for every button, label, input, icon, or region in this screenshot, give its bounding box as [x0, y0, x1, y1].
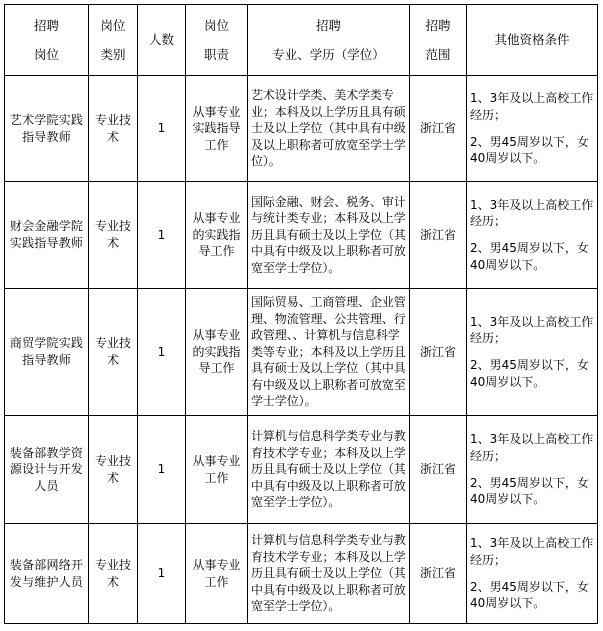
- header-stack: [189, 17, 244, 63]
- cell-post: 财会金融学院实践指导教师: [5, 182, 89, 289]
- cell-scope: 浙江省: [410, 289, 467, 416]
- column-header-duty: [186, 5, 248, 76]
- header-stack: [251, 17, 406, 63]
- cell-count: 1: [138, 289, 186, 416]
- cell-duty: 从事专业的实践指导工作: [186, 289, 248, 416]
- other-qualification-item-2: 2、男45周岁以下，女40周岁以下。: [470, 134, 589, 166]
- column-header-scope: [410, 5, 467, 76]
- paragraph-gap: [470, 347, 594, 357]
- cell-major: 国际金融、财会、税务、审计与统计类专业；本科及以上学历且具有硕士及以上学位（其中具有中级及以上职称者可放宽至学士学位）。: [248, 182, 410, 289]
- header-line-1: 其他资格条件: [494, 32, 570, 48]
- cell-post: 装备部网络开发与维护人员: [5, 524, 89, 624]
- paragraph-gap: [470, 569, 594, 579]
- column-header-post: [5, 5, 89, 76]
- cell-category: 专业技术: [89, 289, 138, 416]
- cell-category: 专业技术: [89, 416, 138, 524]
- cell-major: 计算机与信息科学类专业与教育技术学专业；本科及以上学历且具有硕士及以上学位（其中具有中级及以上职称者可放宽至学士学位）。: [248, 524, 410, 624]
- cell-other-qualifications: [467, 524, 598, 624]
- header-line-1: 招聘: [33, 18, 59, 34]
- other-qualification-item-1: 1、3年及以上高校工作经历；: [470, 536, 594, 567]
- table-row: [5, 182, 598, 289]
- paragraph-gap: [470, 465, 594, 475]
- cell-post: 艺术学院实践指导教师: [5, 76, 89, 182]
- cell-category: 专业技术: [89, 524, 138, 624]
- cell-duty: 从事专业的实践指导工作: [186, 182, 248, 289]
- cell-post: 装备部教学资源设计与开发人员: [5, 416, 89, 524]
- header-line-2: 职责: [203, 46, 229, 62]
- cell-count: 1: [138, 76, 186, 182]
- cell-scope: 浙江省: [410, 182, 467, 289]
- cell-other-qualifications: [467, 289, 598, 416]
- recruitment-table: [4, 4, 598, 624]
- cell-scope: 浙江省: [410, 76, 467, 182]
- header-line-1: 招聘: [425, 18, 451, 34]
- cell-scope: 浙江省: [410, 524, 467, 624]
- other-qualification-item-2: 2、男45周岁以下，女40周岁以下。: [470, 358, 589, 389]
- header-line-1: 人数: [148, 32, 174, 48]
- other-qualification-item-2: 2、男45周岁以下，女40周岁以下。: [470, 579, 589, 611]
- header-line-2: 岗位: [33, 46, 59, 62]
- cell-duty: 从事专业实践指导工作: [186, 76, 248, 182]
- column-header-count: [138, 5, 186, 76]
- cell-count: 1: [138, 416, 186, 524]
- table-row: [5, 524, 598, 624]
- column-header-other: [467, 5, 598, 76]
- paragraph-gap: [470, 230, 594, 240]
- cell-duty: 从事专业工作: [186, 524, 248, 624]
- header-stack: [413, 17, 463, 63]
- header-line-1: 岗位: [203, 18, 229, 34]
- cell-category: 专业技术: [89, 76, 138, 182]
- other-qualification-item-1: 1、3年及以上高校工作经历；: [470, 314, 594, 346]
- header-line-2: 类别: [100, 46, 126, 62]
- cell-scope: 浙江省: [410, 416, 467, 524]
- header-stack: [92, 17, 134, 63]
- cell-major: 国际贸易、工商管理、企业管理、物流管理、公共管理、行政管理、、计算机与信息科学类等专业；本科及以上学历且具有硕士及以上学位（其中具有中级及以上职称者可放宽至学士学位）。: [248, 289, 410, 416]
- cell-category: 专业技术: [89, 182, 138, 289]
- table-row: [5, 416, 598, 524]
- cell-major: 艺术设计学类、美术学类专业；本科及以上学历且具有硕士及以上学位（其中具有中级及以上职称者可放宽至学士学位）。: [248, 76, 410, 182]
- paragraph-gap: [470, 124, 594, 134]
- other-qualification-item-1: 1、3年及以上高校工作经历；: [470, 91, 594, 122]
- cell-major: 计算机与信息科学类专业与教育技术学专业；本科及以上学历且具有硕士及以上学位（其中具有中级及以上职称者可放宽至学士学位）。: [248, 416, 410, 524]
- table-row: [5, 76, 598, 182]
- header-stack: [8, 17, 85, 63]
- column-header-category: [89, 5, 138, 76]
- header-line-1: 招聘: [315, 18, 341, 34]
- cell-other-qualifications: [467, 182, 598, 289]
- table-row: [5, 289, 598, 416]
- cell-count: 1: [138, 182, 186, 289]
- other-qualification-item-2: 2、男45周岁以下，女40周岁以下。: [470, 241, 589, 272]
- other-qualification-item-1: 1、3年及以上高校工作经历；: [470, 432, 594, 463]
- table-header-row: [5, 5, 598, 76]
- recruitment-table-container: [4, 4, 597, 624]
- cell-other-qualifications: [467, 76, 598, 182]
- header-line-2: 专业、学历（学位）: [272, 46, 385, 62]
- cell-duty: 从事专业工作: [186, 416, 248, 524]
- other-qualification-item-1: 1、3年及以上高校工作经历；: [470, 197, 594, 229]
- column-header-major: [248, 5, 410, 76]
- header-line-2: 范围: [425, 46, 451, 62]
- cell-post: 商贸学院实践指导教师: [5, 289, 89, 416]
- cell-other-qualifications: [467, 416, 598, 524]
- other-qualification-item-2: 2、男45周岁以下，女40周岁以下。: [470, 475, 589, 507]
- cell-count: 1: [138, 524, 186, 624]
- header-line-1: 岗位: [100, 18, 126, 34]
